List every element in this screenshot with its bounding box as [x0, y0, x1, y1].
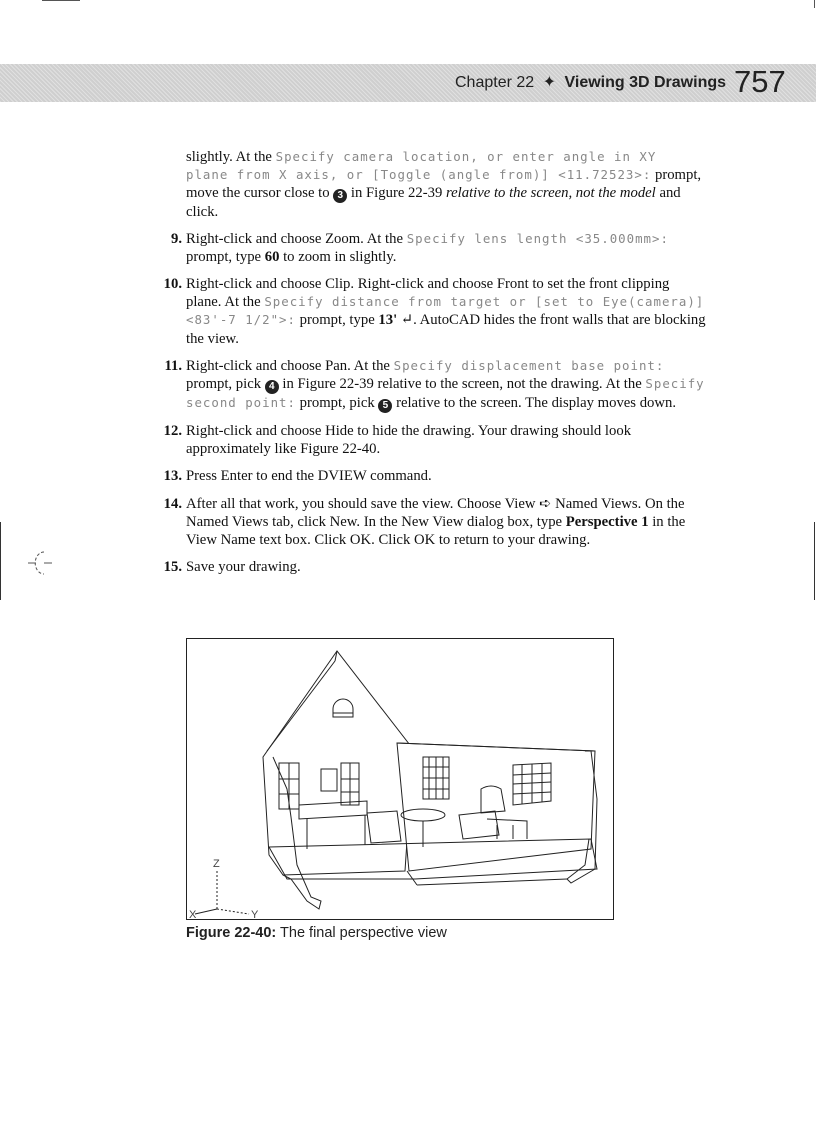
chapter-label: Chapter 22: [455, 74, 535, 91]
step-11: [164, 357, 706, 413]
step-9: [170, 230, 706, 266]
step-text: prompt, move the cursor close to: [186, 167, 702, 202]
ucs-y-label: Y: [251, 909, 259, 919]
step-text: Right-click and choose Hide to hide the drawing. Your drawing should look approximately like Figure 22-40.: [186, 423, 632, 458]
step-text: in Figure 22-39 relative to the screen, not the drawing. At the: [278, 376, 646, 393]
callout-number-icon: 4: [265, 380, 279, 394]
command-prompt: Specify displacement base point:: [393, 357, 665, 373]
margin-line-left: [0, 522, 1, 600]
step-text: prompt, pick: [295, 395, 379, 412]
separator-icon: ✦: [542, 74, 557, 91]
step-number: 14.: [163, 495, 182, 512]
step-text: Right-click and choose Pan. At the: [186, 357, 394, 374]
perspective-house-drawing: [187, 639, 613, 919]
crop-mark-top: [42, 0, 80, 1]
step-text: in the View Name text box. Click OK. Click OK to return to your drawing.: [186, 513, 686, 549]
step-text: After all that work, you should save the view. Choose View ➪ Named Views. On the Named Views tab, click New. In the New View dialog box, type: [186, 495, 685, 530]
typed-value: 60: [264, 248, 280, 265]
step-text: relative to the screen. The display moves down.: [392, 395, 676, 412]
running-header: [455, 72, 726, 92]
procedure-steps: [163, 148, 706, 585]
caption-label: Figure 22-40:: [186, 925, 277, 941]
step-number: 13.: [163, 468, 182, 485]
step-continuation: [186, 148, 706, 222]
step-number: 11.: [164, 357, 182, 374]
step-text: prompt, pick: [186, 376, 265, 393]
callout-number-icon: 3: [333, 189, 347, 203]
chapter-title: Viewing 3D Drawings: [564, 74, 727, 91]
command-prompt: Specify camera location, or enter angle in XY plane from X axis, or [Toggle (angle from)] <11.72523>:: [186, 149, 657, 183]
step-number: 9.: [170, 230, 182, 247]
step-text: Right-click and choose Zoom. At the: [186, 230, 407, 247]
step-number: 12.: [163, 423, 182, 440]
step-text: to zoom in slightly.: [279, 248, 397, 265]
step-13: [163, 467, 706, 485]
step-number: 10.: [163, 276, 182, 293]
step-text: Save your drawing.: [186, 559, 301, 576]
typed-value: Perspective 1: [565, 513, 649, 530]
ucs-x-label: X: [189, 909, 197, 919]
command-prompt: Specify second point:: [186, 376, 705, 411]
typed-value: 13': [378, 312, 398, 329]
crop-mark-top-right: [814, 0, 815, 8]
step-text: prompt, type: [186, 248, 265, 265]
step-15: [163, 558, 706, 576]
step-text: prompt, type: [295, 312, 379, 329]
command-prompt: Specify lens length <35.000mm>:: [406, 230, 669, 246]
figure-22-40: [186, 638, 614, 920]
registration-mark-icon: [28, 548, 52, 578]
step-text: Right-click and choose Clip. Right-click and choose Front to set the front clipping plane. At the: [186, 276, 670, 311]
caption-text: The final perspective view: [280, 925, 447, 941]
step-text: ↵. AutoCAD hides the front walls that are blocking the view.: [186, 312, 706, 347]
step-10: [163, 275, 706, 348]
step-text: slightly. At the: [186, 149, 276, 165]
step-text: Press Enter to end the DVIEW command.: [186, 468, 432, 485]
margin-line-right: [814, 522, 815, 600]
ucs-z-label: Z: [213, 858, 220, 870]
figure-caption: [186, 925, 447, 941]
step-number: 15.: [163, 559, 182, 576]
emphasis-text: relative to the screen, not the model: [445, 185, 656, 202]
step-12: [163, 422, 706, 458]
command-prompt: Specify distance from target or [set to Eye(camera)] <83'-7 1/2">:: [186, 294, 705, 328]
step-text: and click.: [186, 185, 681, 221]
page-number: 757: [734, 64, 786, 99]
step-14: [163, 495, 706, 550]
step-text: in Figure 22-39: [347, 185, 446, 202]
callout-number-icon: 5: [378, 399, 392, 413]
